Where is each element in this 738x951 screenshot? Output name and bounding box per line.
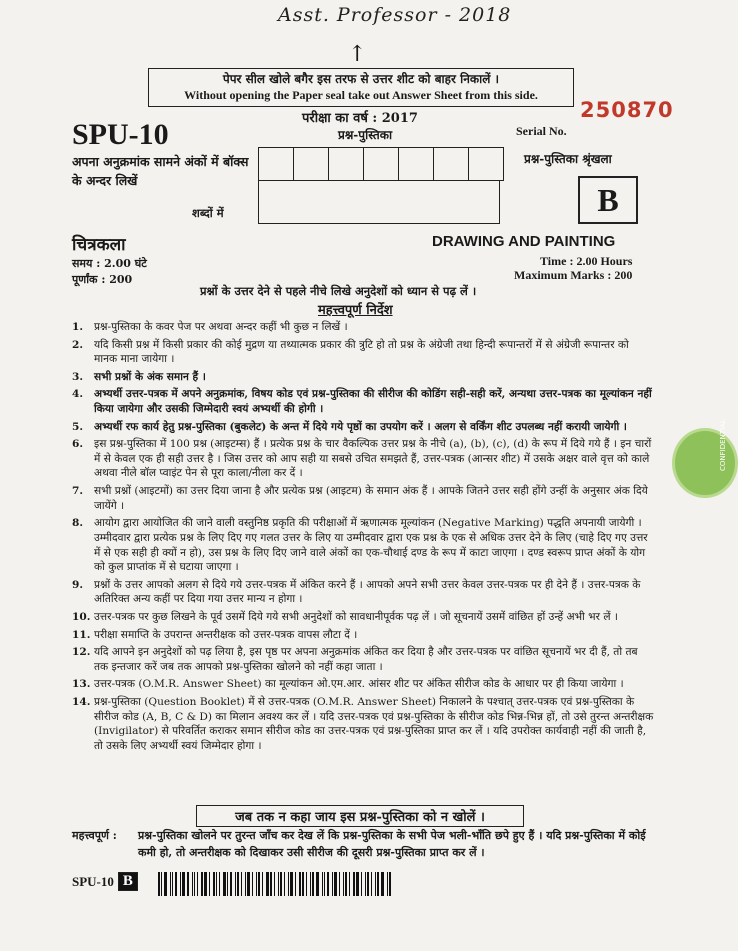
instruction-number: 10. bbox=[72, 610, 91, 623]
barcode-bar bbox=[158, 872, 160, 896]
barcode-bar bbox=[161, 872, 162, 896]
instruction-text: प्रश्न-पुस्तिका (Question Booklet) में से उत्तर-पत्रक (O.M.R. Answer Sheet) निकालने के पश्चात् उत्तर-पत्रक एवं प्रश्न-पुस्तिका के सीरीज कोड (A, B, C & D) का मिलान अवश्य कर लें । यदि उत्तर-पत्रक एवं प्रश्न-पुस्तिका के सीरीज कोड भिन्न-भिन्न हों, तो उसे तुरन्त अन्तरीक्षक (Invigilator) से परिवर्तित कराकर समान सीरीज कोड का उत्तर-पत्रक एवं प्रश्न-पुस्तिका प्राप्त कर लें । यदि उपरोक्त कार्यवाही नहीं की जाती है, तो उसके लिए अभ्यर्थी स्वयं जिम्मेदार होगा । bbox=[94, 696, 654, 752]
barcode-bar bbox=[381, 872, 384, 896]
instruction-number: 2. bbox=[72, 338, 84, 351]
barcode-bar bbox=[197, 872, 198, 896]
instruction-item bbox=[72, 484, 654, 513]
seal-english: Without opening the Paper seal take out Answer Sheet from this side. bbox=[184, 87, 538, 102]
instruction-item bbox=[72, 338, 654, 367]
roll-digit-box[interactable] bbox=[433, 147, 468, 181]
barcode-bar bbox=[327, 872, 329, 896]
instruction-number: 12. bbox=[72, 646, 91, 659]
roll-digit-box[interactable] bbox=[363, 147, 398, 181]
instruction-number: 6. bbox=[72, 438, 84, 451]
barcode-bar bbox=[387, 872, 388, 896]
barcode-bar bbox=[278, 872, 279, 896]
instruction-number: 11. bbox=[72, 628, 91, 641]
barcode-bar bbox=[371, 872, 372, 896]
barcode-bar bbox=[209, 872, 210, 896]
barcode-bar bbox=[175, 872, 177, 896]
barcode-bar bbox=[356, 872, 359, 896]
roll-digit-box[interactable] bbox=[293, 147, 328, 181]
confidential-text: CONFIDENTIAL bbox=[719, 419, 727, 471]
instruction-text: उत्तर-पत्रक पर कुछ लिखने के पूर्व उसमें दिये गये सभी अनुदेशों को सावधानीपूर्वक पढ़ लें । जो सूचनायें उसमें वांछित हों उन्हें अभी भर लें । bbox=[94, 610, 618, 623]
instruction-item bbox=[72, 387, 654, 416]
handwritten-note: Asst. Professor - 2018 bbox=[278, 4, 512, 26]
instruction-number: 3. bbox=[72, 370, 84, 383]
barcode-bar bbox=[345, 872, 347, 896]
barcode-bar bbox=[204, 872, 207, 896]
barcode-bar bbox=[274, 872, 275, 896]
paper-code: SPU-10 bbox=[72, 118, 169, 151]
instruction-text: अभ्यर्थी रफ कार्य हेतु प्रश्न-पुस्तिका (बुकलेट) के अन्त में दिये गये पृष्ठों का उपयोग करें । अलग से वर्किंग शीट उपलब्ध नहीं करायी जायेगी । bbox=[94, 420, 627, 433]
footer-code bbox=[72, 872, 138, 891]
barcode-bar bbox=[170, 872, 171, 896]
barcode-bar bbox=[172, 872, 173, 896]
read-before-note: प्रश्नों के उत्तर देने से पहले नीचे लिखे अनुदेशों को ध्यान से पढ़ लें । bbox=[200, 284, 477, 298]
roll-in-words-box[interactable] bbox=[258, 180, 500, 224]
barcode-bar bbox=[339, 872, 340, 896]
instruction-item bbox=[72, 420, 654, 435]
roll-number-grid[interactable] bbox=[258, 147, 504, 181]
time-hindi: समय : 2.00 घंटे bbox=[72, 257, 147, 270]
instruction-text: यदि किसी प्रश्न में किसी प्रकार की कोई मुद्रण या तथ्यात्मक प्रकार की त्रुटि हो तो प्रश्न के अंग्रेजी तथा हिन्दी रूपान्तरों में से अंग्रेजी रूपान्तर को मानक माना जायेगा । bbox=[94, 338, 629, 366]
barcode-bar bbox=[252, 872, 253, 896]
instruction-item bbox=[72, 695, 654, 753]
barcode-bar bbox=[182, 872, 185, 896]
barcode-bar bbox=[361, 872, 362, 896]
booklet-label: प्रश्न-पुस्तिका bbox=[338, 128, 393, 142]
barcode-bar bbox=[230, 872, 232, 896]
barcode-bar bbox=[302, 872, 304, 896]
barcode-bar bbox=[290, 872, 293, 896]
barcode-bar bbox=[280, 872, 282, 896]
barcode-bar bbox=[192, 872, 193, 896]
instruction-text: अभ्यर्थी उत्तर-पत्रक में अपने अनुक्रमांक, विषय कोड एवं प्रश्न-पुस्तिका की सीरीज की कोडिंग सही-सही करें, अन्यथा उत्तर-पत्रक का मूल्यांकन नहीं किया जायेगा और उसकी जिम्मेदारी स्वयं अभ्यर्थी की होगी । bbox=[94, 388, 652, 416]
instruction-number: 7. bbox=[72, 485, 84, 498]
barcode-bar bbox=[389, 872, 391, 896]
instruction-item bbox=[72, 516, 654, 574]
barcode-bar bbox=[299, 872, 301, 896]
barcode-bar bbox=[343, 872, 344, 896]
barcode-bar bbox=[256, 872, 257, 896]
roll-digit-box[interactable] bbox=[398, 147, 433, 181]
instruction-item bbox=[72, 645, 654, 674]
barcode-bar bbox=[245, 872, 246, 896]
series-box: B bbox=[578, 176, 638, 224]
instruction-list bbox=[72, 320, 654, 756]
barcode-bar bbox=[180, 872, 181, 896]
barcode-bar bbox=[247, 872, 250, 896]
barcode-bar bbox=[219, 872, 220, 896]
series-label: प्रश्न-पुस्तिका श्रृंखला bbox=[524, 152, 612, 166]
barcode bbox=[158, 872, 393, 896]
instruction-number: 9. bbox=[72, 578, 84, 591]
instruction-text: सभी प्रश्नों (आइटमों) का उत्तर दिया जाना है और प्रत्येक प्रश्न (आइटम) के समान अंक हैं । आपके जितने उत्तर सही होंगे उन्हीं के अनुसार अंक दिये जायेंगे । bbox=[94, 485, 648, 512]
instruction-item bbox=[72, 677, 654, 692]
instruction-text: यदि आपने इन अनुदेशों को पढ़ लिया है, इस पृष्ठ पर अपना अनुक्रमांक अंकित कर दिया है और उत्तर-पत्रक पर वांछित सूचनायें भर दी हैं, तो तब तक इन्तजार करें जब तक आपको प्रश्न-पुस्तिका खोलने को नहीं कहा जाता । bbox=[94, 646, 638, 673]
barcode-bar bbox=[266, 872, 269, 896]
instruction-number: 14. bbox=[72, 696, 91, 709]
barcode-bar bbox=[262, 872, 263, 896]
barcode-bar bbox=[227, 872, 228, 896]
barcode-bar bbox=[213, 872, 215, 896]
barcode-bar bbox=[284, 872, 285, 896]
time-english: Time : 2.00 Hours bbox=[540, 254, 633, 268]
barcode-bar bbox=[324, 872, 325, 896]
instruction-number: 13. bbox=[72, 678, 91, 691]
barcode-bar bbox=[367, 872, 369, 896]
barcode-bar bbox=[216, 872, 217, 896]
roll-instruction: अपना अनुक्रमांक सामने अंकों में बॉक्स के अन्दर लिखें bbox=[72, 154, 249, 189]
instruction-item bbox=[72, 437, 654, 481]
do-not-open-banner: जब तक न कहा जाय इस प्रश्न-पुस्तिका को न खोलें । bbox=[196, 805, 524, 827]
instruction-item bbox=[72, 578, 654, 607]
instruction-item bbox=[72, 320, 654, 335]
barcode-bar bbox=[288, 872, 289, 896]
barcode-bar bbox=[377, 872, 379, 896]
subject-english: DRAWING AND PAINTING bbox=[432, 233, 616, 250]
instruction-item bbox=[72, 370, 654, 385]
barcode-bar bbox=[316, 872, 319, 896]
important-note: प्रश्न-पुस्तिका खोलने पर तुरन्त जाँच कर देख लें कि प्रश्न-पुस्तिका के सभी पेज भली-भाँति छपे हुए हैं । यदि प्रश्न-पुस्तिका में कोई कमी हो, तो अन्तरीक्षक को दिखाकर उसी सीरीज की दूसरी प्रश्न-पुस्तिका प्राप्त कर लें । bbox=[138, 829, 646, 859]
instruction-text: प्रश्न-पुस्तिका के कवर पेज पर अथवा अन्दर कहीं भी कुछ न लिखें । bbox=[94, 321, 348, 333]
barcode-bar bbox=[310, 872, 311, 896]
seal-instruction-box bbox=[148, 68, 574, 107]
footer-series-badge: B bbox=[118, 872, 138, 891]
serial-label: Serial No. bbox=[516, 124, 567, 138]
instruction-text: उत्तर-पत्रक (O.M.R. Answer Sheet) का मूल्यांकन ओ.एम.आर. आंसर शीट पर अंकित सीरीज कोड के आधार पर ही किया जायेगा । bbox=[94, 678, 624, 691]
seal-hindi: पेपर सील खोले बगैर इस तरफ से उत्तर शीट को बाहर निकालें । bbox=[222, 72, 500, 86]
instruction-text: आयोग द्वारा आयोजित की जाने वाली वस्तुनिष्ठ प्रकृति की परीक्षाओं में ऋणात्मक मूल्यांकन (Negative Marking) पद्धति अपनायी जायेगी । उम्मीदवार द्वारा प्रत्येक प्रश्न के लिए दिए गए गलत उत्तर के लिए या उम्मीदवार द्वारा एक प्रश्न के एक से अधिक उत्तर देने के लिए (चाहे दिए गए उत्तर में से एक सही ही क्यों न हो), उस प्रश्न के लिए दिए जाने वाले अंकों का एक-चौथाई दण्ड के रूप में काटा जाएगा । दण्ड स्वरूप प्राप्त अंकों के योग को कुल प्राप्तांक में से घटाया जाएगा । bbox=[94, 517, 648, 574]
barcode-bar bbox=[349, 872, 350, 896]
barcode-bar bbox=[295, 872, 296, 896]
instruction-text: परीक्षा समाप्ति के उपरान्त अन्तरीक्षक को उत्तर-पत्रक वापस लौटा दें । bbox=[94, 628, 358, 641]
confidential-sticker bbox=[672, 419, 738, 498]
instruction-number: 5. bbox=[72, 420, 84, 433]
important-heading: महत्त्वपूर्ण निर्देश bbox=[318, 303, 393, 318]
barcode-bar bbox=[258, 872, 260, 896]
instruction-number: 4. bbox=[72, 388, 84, 401]
barcode-bar bbox=[375, 872, 376, 896]
instruction-text: प्रश्नों के उत्तर आपको अलग से दिये गये उत्तर-पत्रक में अंकित करने हैं । आपको अपने सभी उत्तर केवल उत्तर-पत्रक पर ही देने हैं । उत्तर-पत्रक के अतिरिक्त अन्य कहीं पर दिया गया उत्तर मान्य न होगा । bbox=[94, 578, 641, 606]
barcode-bar bbox=[235, 872, 236, 896]
important-label: महत्त्वपूर्ण : bbox=[72, 829, 117, 842]
marks-hindi: पूर्णांक : 200 bbox=[72, 273, 133, 286]
exam-year: परीक्षा का वर्ष : 2017 bbox=[302, 111, 418, 126]
barcode-bar bbox=[332, 872, 333, 896]
marks-english: Maximum Marks : 200 bbox=[514, 268, 633, 282]
barcode-bar bbox=[237, 872, 239, 896]
barcode-bar bbox=[241, 872, 242, 896]
barcode-bar bbox=[312, 872, 314, 896]
barcode-bar bbox=[201, 872, 203, 896]
barcode-bar bbox=[353, 872, 355, 896]
barcode-bar bbox=[270, 872, 272, 896]
instruction-text: इस प्रश्न-पुस्तिका में 100 प्रश्न (आइटम्स) हैं । प्रत्येक प्रश्न के चार वैकल्पिक उत्तर प्रश्न के नीचे (a), (b), (c), (d) के रूप में दिये गये हैं । इन चारों में से केवल एक ही सही उत्तर है । जिस उत्तर को आप सही या सबसे उचित समझते हैं, उत्तर-पत्रक (आन्सर शीट) में उसके अक्षर वाले वृत्त को काले अथवा नीले बॉल प्वाइंट पेन से पूरा काला/नीला कर दें । bbox=[94, 438, 652, 480]
roll-digit-box[interactable] bbox=[468, 147, 504, 181]
arrow-up-icon: ↑ bbox=[348, 42, 367, 67]
instruction-text: सभी प्रश्नों के अंक समान हैं । bbox=[94, 370, 206, 383]
instruction-number: 1. bbox=[72, 321, 84, 333]
barcode-bar bbox=[164, 872, 167, 896]
subject-hindi: चित्रकला bbox=[72, 235, 126, 255]
barcode-bar bbox=[334, 872, 337, 896]
barcode-bar bbox=[194, 872, 195, 896]
barcode-bar bbox=[322, 872, 323, 896]
instruction-number: 8. bbox=[72, 517, 84, 530]
roll-digit-box[interactable] bbox=[328, 147, 363, 181]
barcode-bar bbox=[306, 872, 307, 896]
roll-digit-box[interactable] bbox=[258, 147, 293, 181]
serial-number: 250870 bbox=[580, 98, 674, 122]
barcode-bar bbox=[223, 872, 226, 896]
in-words-label: शब्दों में bbox=[192, 206, 224, 220]
barcode-bar bbox=[187, 872, 189, 896]
barcode-bar bbox=[365, 872, 366, 896]
instruction-item bbox=[72, 610, 654, 625]
footer-code-label: SPU-10 bbox=[72, 873, 114, 889]
instruction-item bbox=[72, 628, 654, 643]
